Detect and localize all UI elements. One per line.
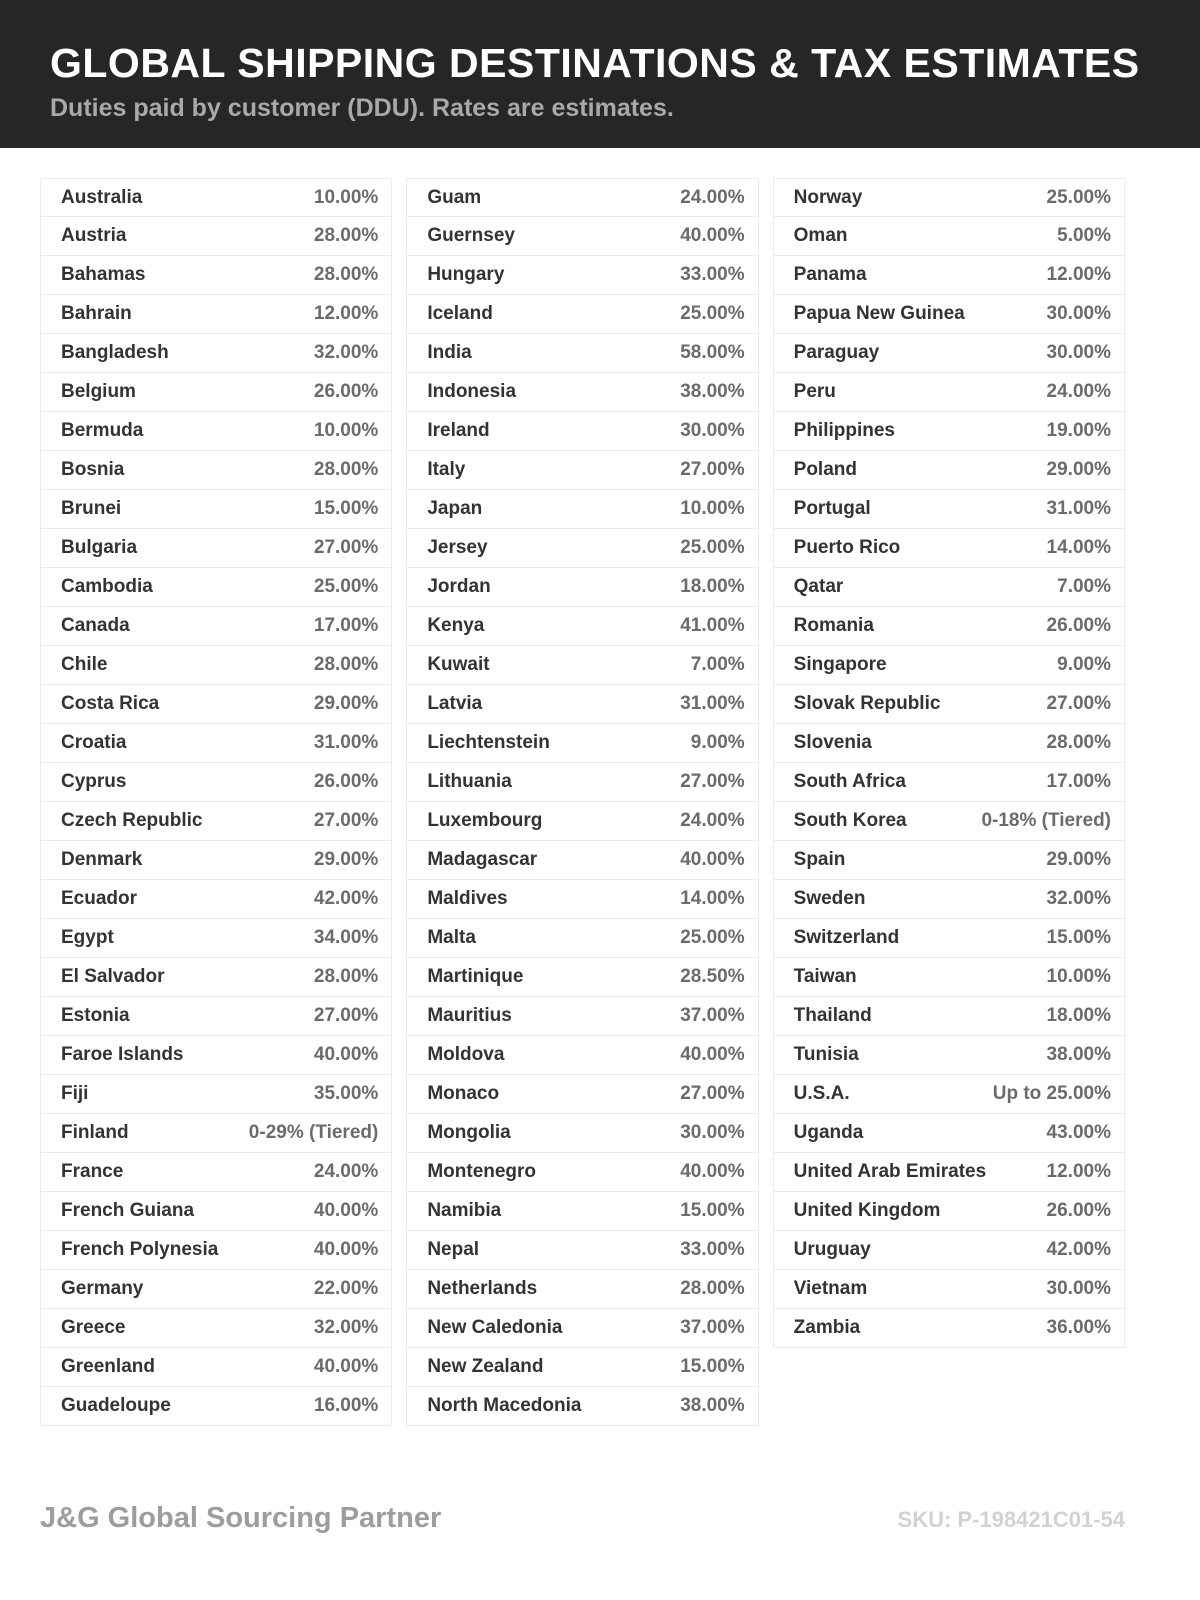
table-row	[773, 373, 1125, 412]
table-row	[40, 529, 392, 568]
rate-value: 42.00%	[1046, 1239, 1111, 1260]
rate-value: 27.00%	[680, 1083, 745, 1104]
country-label: United Arab Emirates	[793, 1161, 987, 1182]
country-label: Mauritius	[427, 1005, 512, 1026]
country-label: Greenland	[61, 1356, 155, 1377]
table-row	[40, 1231, 392, 1270]
table-row	[406, 1270, 758, 1309]
rate-value: 40.00%	[313, 1044, 379, 1065]
country-label: Vietnam	[793, 1278, 868, 1299]
page-title: GLOBAL SHIPPING DESTINATIONS & TAX ESTIMATES	[50, 40, 1140, 86]
rate-value: 40.00%	[313, 1200, 379, 1221]
rate-value: 26.00%	[313, 381, 379, 402]
table-row	[773, 958, 1125, 997]
country-label: Iceland	[427, 303, 493, 324]
country-label: Jordan	[427, 576, 491, 597]
table-row	[773, 1192, 1125, 1231]
rate-value: 29.00%	[313, 849, 379, 870]
country-label: Finland	[61, 1122, 129, 1143]
table-row	[406, 568, 758, 607]
country-label: Guam	[427, 186, 482, 208]
rate-value: 29.00%	[1046, 459, 1111, 480]
rate-value: 24.00%	[680, 810, 745, 831]
rate-value: 27.00%	[680, 771, 745, 792]
table-row	[773, 841, 1125, 880]
rate-value: 40.00%	[680, 849, 745, 870]
table-row	[40, 607, 392, 646]
country-label: Costa Rica	[61, 693, 160, 714]
table-row	[773, 412, 1125, 451]
country-label: Croatia	[61, 732, 127, 753]
country-label: Tunisia	[793, 1044, 859, 1065]
rate-value: 26.00%	[1046, 615, 1111, 636]
country-label: Monaco	[427, 1083, 500, 1104]
country-label: Belgium	[61, 381, 136, 402]
table-row	[406, 490, 758, 529]
country-label: Canada	[61, 615, 130, 636]
country-label: New Zealand	[427, 1356, 544, 1377]
header	[0, 0, 1200, 148]
country-label: Namibia	[427, 1200, 502, 1221]
rate-value: 58.00%	[680, 342, 745, 363]
country-label: Ecuador	[61, 888, 138, 909]
rate-value: 12.00%	[313, 303, 379, 324]
rate-value: 40.00%	[680, 225, 745, 246]
rate-value: 15.00%	[680, 1356, 745, 1377]
rates-column-1	[40, 178, 392, 1426]
rate-value: 40.00%	[313, 1356, 379, 1377]
country-label: Denmark	[61, 849, 143, 870]
table-row	[406, 178, 758, 217]
footer	[40, 1502, 1125, 1535]
table-row	[40, 568, 392, 607]
rate-value: 18.00%	[1046, 1005, 1111, 1026]
rates-table	[40, 178, 1125, 1426]
table-row	[773, 1309, 1125, 1348]
country-label: Nepal	[427, 1239, 480, 1260]
table-row	[773, 1231, 1125, 1270]
rate-value: 25.00%	[680, 927, 745, 948]
rate-value: 36.00%	[1046, 1317, 1111, 1338]
table-row	[773, 880, 1125, 919]
rate-value: 5.00%	[1057, 225, 1111, 246]
table-row	[406, 958, 758, 997]
table-row	[773, 568, 1125, 607]
country-label: Bahamas	[61, 264, 146, 285]
table-row	[406, 334, 758, 373]
table-row	[40, 256, 392, 295]
rate-value: 27.00%	[313, 1005, 379, 1026]
country-label: Jersey	[427, 537, 488, 558]
country-label: Papua New Guinea	[793, 303, 965, 324]
country-label: Switzerland	[793, 927, 900, 948]
table-row	[40, 451, 392, 490]
country-label: France	[61, 1161, 124, 1182]
table-row	[40, 763, 392, 802]
table-row	[406, 724, 758, 763]
table-row	[406, 841, 758, 880]
table-row	[40, 295, 392, 334]
rate-value: 27.00%	[313, 810, 379, 831]
country-label: Puerto Rico	[793, 537, 901, 558]
rate-value: 41.00%	[680, 615, 745, 636]
sku-label: SKU: P-198421C01-54	[897, 1507, 1125, 1532]
rate-value: 32.00%	[1046, 888, 1111, 909]
table-row	[40, 685, 392, 724]
rate-value: Up to 25.00%	[992, 1083, 1111, 1104]
table-row	[406, 1348, 758, 1387]
table-row	[406, 763, 758, 802]
table-row	[406, 529, 758, 568]
rate-value: 35.00%	[313, 1083, 379, 1104]
country-label: Bulgaria	[61, 537, 138, 558]
country-label: South Korea	[793, 810, 907, 831]
rate-value: 33.00%	[680, 264, 745, 285]
rate-value: 12.00%	[1046, 264, 1111, 285]
table-row	[773, 607, 1125, 646]
table-row	[40, 1036, 392, 1075]
country-label: United Kingdom	[793, 1200, 941, 1221]
table-row	[773, 724, 1125, 763]
table-row	[406, 1153, 758, 1192]
country-label: Bangladesh	[61, 342, 169, 363]
country-label: Uganda	[793, 1122, 864, 1143]
table-row	[40, 958, 392, 997]
rate-value: 25.00%	[313, 576, 379, 597]
rate-value: 40.00%	[313, 1239, 379, 1260]
table-row	[40, 412, 392, 451]
table-row	[40, 802, 392, 841]
table-row	[40, 841, 392, 880]
country-label: Egypt	[61, 927, 114, 948]
table-row	[40, 646, 392, 685]
rate-value: 28.00%	[313, 966, 379, 987]
country-label: Liechtenstein	[427, 732, 550, 753]
country-label: Italy	[427, 459, 466, 480]
country-label: Norway	[793, 186, 863, 208]
table-row	[773, 685, 1125, 724]
country-label: French Polynesia	[61, 1239, 219, 1260]
country-label: Austria	[61, 225, 127, 246]
country-label: Oman	[793, 225, 848, 246]
country-label: Qatar	[793, 576, 844, 597]
table-row	[773, 1075, 1125, 1114]
rate-value: 10.00%	[313, 420, 379, 441]
country-label: Faroe Islands	[61, 1044, 184, 1065]
rate-value: 0-29% (Tiered)	[248, 1122, 379, 1143]
rate-value: 28.00%	[313, 459, 379, 480]
table-row	[406, 802, 758, 841]
rate-value: 9.00%	[1057, 654, 1111, 675]
table-row	[773, 1114, 1125, 1153]
table-row	[406, 217, 758, 256]
country-label: Guadeloupe	[61, 1395, 171, 1416]
rate-value: 31.00%	[313, 732, 379, 753]
rate-value: 30.00%	[680, 420, 745, 441]
rate-value: 17.00%	[313, 615, 379, 636]
country-label: Latvia	[427, 693, 483, 714]
rate-value: 43.00%	[1046, 1122, 1111, 1143]
country-label: Greece	[61, 1317, 126, 1338]
country-label: Portugal	[793, 498, 871, 519]
table-row	[40, 1153, 392, 1192]
country-label: India	[427, 342, 472, 363]
rate-value: 38.00%	[680, 381, 745, 402]
rate-value: 30.00%	[1046, 342, 1111, 363]
rate-value: 29.00%	[1046, 849, 1111, 870]
country-label: Cyprus	[61, 771, 127, 792]
rate-value: 14.00%	[680, 888, 745, 909]
table-row	[773, 1270, 1125, 1309]
country-label: Australia	[61, 186, 143, 208]
rate-value: 28.50%	[680, 966, 745, 987]
table-row	[40, 1114, 392, 1153]
table-row	[40, 334, 392, 373]
table-row	[40, 1309, 392, 1348]
rate-value: 38.00%	[680, 1395, 745, 1416]
country-label: Poland	[793, 459, 857, 480]
country-label: Czech Republic	[61, 810, 203, 831]
table-row	[406, 646, 758, 685]
rate-value: 29.00%	[313, 693, 379, 714]
rate-value: 10.00%	[1046, 966, 1111, 987]
country-label: Uruguay	[793, 1239, 871, 1260]
country-label: Madagascar	[427, 849, 538, 870]
table-row	[773, 1036, 1125, 1075]
table-row	[40, 997, 392, 1036]
table-row	[406, 685, 758, 724]
rate-value: 10.00%	[313, 186, 379, 208]
rate-value: 28.00%	[313, 225, 379, 246]
table-row	[773, 295, 1125, 334]
rate-value: 10.00%	[680, 498, 745, 519]
country-label: Chile	[61, 654, 108, 675]
country-label: Philippines	[793, 420, 896, 441]
rate-value: 26.00%	[1046, 1200, 1111, 1221]
rate-value: 40.00%	[680, 1161, 745, 1182]
rate-value: 42.00%	[313, 888, 379, 909]
rate-value: 16.00%	[313, 1395, 379, 1416]
country-label: Indonesia	[427, 381, 517, 402]
country-label: New Caledonia	[427, 1317, 563, 1338]
table-row	[773, 451, 1125, 490]
table-row	[40, 178, 392, 217]
country-label: Martinique	[427, 966, 524, 987]
rate-value: 34.00%	[313, 927, 379, 948]
country-label: Panama	[793, 264, 867, 285]
rate-value: 19.00%	[1046, 420, 1111, 441]
rate-value: 33.00%	[680, 1239, 745, 1260]
table-row	[773, 334, 1125, 373]
table-row	[406, 1075, 758, 1114]
country-label: Zambia	[793, 1317, 861, 1338]
table-row	[773, 256, 1125, 295]
table-row	[773, 646, 1125, 685]
rate-value: 25.00%	[680, 303, 745, 324]
rate-value: 25.00%	[680, 537, 745, 558]
table-row	[40, 490, 392, 529]
country-label: U.S.A.	[793, 1083, 850, 1104]
rate-value: 12.00%	[1046, 1161, 1111, 1182]
country-label: Sweden	[793, 888, 866, 909]
rate-value: 30.00%	[1046, 1278, 1111, 1299]
country-label: French Guiana	[61, 1200, 195, 1221]
country-label: Japan	[427, 498, 483, 519]
rate-value: 40.00%	[680, 1044, 745, 1065]
table-row	[773, 217, 1125, 256]
country-label: Singapore	[793, 654, 887, 675]
rate-value: 26.00%	[313, 771, 379, 792]
rate-value: 15.00%	[1046, 927, 1111, 948]
rate-value: 7.00%	[690, 654, 745, 675]
table-row	[773, 490, 1125, 529]
country-label: Brunei	[61, 498, 122, 519]
rate-value: 37.00%	[680, 1005, 745, 1026]
rate-value: 24.00%	[313, 1161, 379, 1182]
country-label: Hungary	[427, 264, 505, 285]
country-label: Bermuda	[61, 420, 144, 441]
brand-label: J&G Global Sourcing Partner	[40, 1502, 442, 1534]
rate-value: 28.00%	[313, 264, 379, 285]
table-row	[773, 763, 1125, 802]
country-label: Germany	[61, 1278, 144, 1299]
country-label: Maldives	[427, 888, 508, 909]
table-row	[40, 373, 392, 412]
country-label: Kenya	[427, 615, 485, 636]
rate-value: 9.00%	[690, 732, 745, 753]
country-label: Spain	[793, 849, 846, 870]
table-row	[406, 880, 758, 919]
rate-value: 28.00%	[313, 654, 379, 675]
rate-value: 28.00%	[680, 1278, 745, 1299]
rate-value: 27.00%	[680, 459, 745, 480]
table-row	[40, 880, 392, 919]
country-label: Ireland	[427, 420, 490, 441]
rates-column-2	[406, 178, 758, 1426]
country-label: El Salvador	[61, 966, 165, 987]
country-label: South Africa	[793, 771, 906, 792]
rate-value: 28.00%	[1046, 732, 1111, 753]
page-subtitle: Duties paid by customer (DDU). Rates are estimates.	[50, 94, 674, 122]
table-row	[40, 1348, 392, 1387]
rate-value: 18.00%	[680, 576, 745, 597]
rate-value: 30.00%	[1046, 303, 1111, 324]
table-row	[406, 373, 758, 412]
rate-value: 27.00%	[313, 537, 379, 558]
table-row	[40, 1192, 392, 1231]
rate-value: 7.00%	[1057, 576, 1111, 597]
country-label: Kuwait	[427, 654, 490, 675]
rate-value: 15.00%	[680, 1200, 745, 1221]
country-label: Lithuania	[427, 771, 512, 792]
country-label: Mongolia	[427, 1122, 511, 1143]
country-label: North Macedonia	[427, 1395, 582, 1416]
country-label: Malta	[427, 927, 476, 948]
table-row	[406, 451, 758, 490]
table-row	[406, 607, 758, 646]
country-label: Taiwan	[793, 966, 857, 987]
country-label: Estonia	[61, 1005, 130, 1026]
country-label: Guernsey	[427, 225, 515, 246]
table-row	[40, 217, 392, 256]
table-row	[406, 1387, 758, 1426]
rate-value: 31.00%	[680, 693, 745, 714]
table-row	[406, 1036, 758, 1075]
table-row	[40, 1075, 392, 1114]
country-label: Cambodia	[61, 576, 153, 597]
table-row	[40, 919, 392, 958]
country-label: Luxembourg	[427, 810, 543, 831]
table-row	[406, 1192, 758, 1231]
country-label: Fiji	[61, 1083, 89, 1104]
country-label: Montenegro	[427, 1161, 537, 1182]
rate-value: 15.00%	[313, 498, 379, 519]
table-row	[406, 295, 758, 334]
table-row	[406, 1309, 758, 1348]
country-label: Paraguay	[793, 342, 880, 363]
rate-value: 32.00%	[313, 1317, 379, 1338]
table-row	[406, 412, 758, 451]
table-row	[773, 178, 1125, 217]
table-row	[773, 1153, 1125, 1192]
table-row	[406, 919, 758, 958]
rate-value: 14.00%	[1046, 537, 1111, 558]
table-row	[773, 997, 1125, 1036]
rate-value: 32.00%	[313, 342, 379, 363]
rate-value: 30.00%	[680, 1122, 745, 1143]
rate-value: 24.00%	[680, 186, 745, 208]
table-row	[406, 1231, 758, 1270]
rate-value: 31.00%	[1046, 498, 1111, 519]
rate-value: 27.00%	[1046, 693, 1111, 714]
country-label: Romania	[793, 615, 874, 636]
rate-value: 22.00%	[313, 1278, 379, 1299]
table-row	[406, 256, 758, 295]
table-row	[406, 1114, 758, 1153]
country-label: Bosnia	[61, 459, 125, 480]
country-label: Peru	[793, 381, 836, 402]
table-row	[773, 529, 1125, 568]
rate-value: 24.00%	[1046, 381, 1111, 402]
rate-value: 38.00%	[1046, 1044, 1111, 1065]
table-row	[40, 1270, 392, 1309]
table-row	[773, 919, 1125, 958]
rate-value: 17.00%	[1046, 771, 1111, 792]
country-label: Bahrain	[61, 303, 132, 324]
rate-value: 0-18% (Tiered)	[981, 810, 1111, 831]
country-label: Thailand	[793, 1005, 872, 1026]
table-row	[40, 1387, 392, 1426]
country-label: Slovak Republic	[793, 693, 941, 714]
country-label: Moldova	[427, 1044, 505, 1065]
rate-value: 37.00%	[680, 1317, 745, 1338]
country-label: Slovenia	[793, 732, 872, 753]
table-row	[406, 997, 758, 1036]
table-row	[40, 724, 392, 763]
table-row	[773, 802, 1125, 841]
rates-column-3	[773, 178, 1125, 1348]
rate-value: 25.00%	[1046, 186, 1111, 208]
country-label: Netherlands	[427, 1278, 538, 1299]
